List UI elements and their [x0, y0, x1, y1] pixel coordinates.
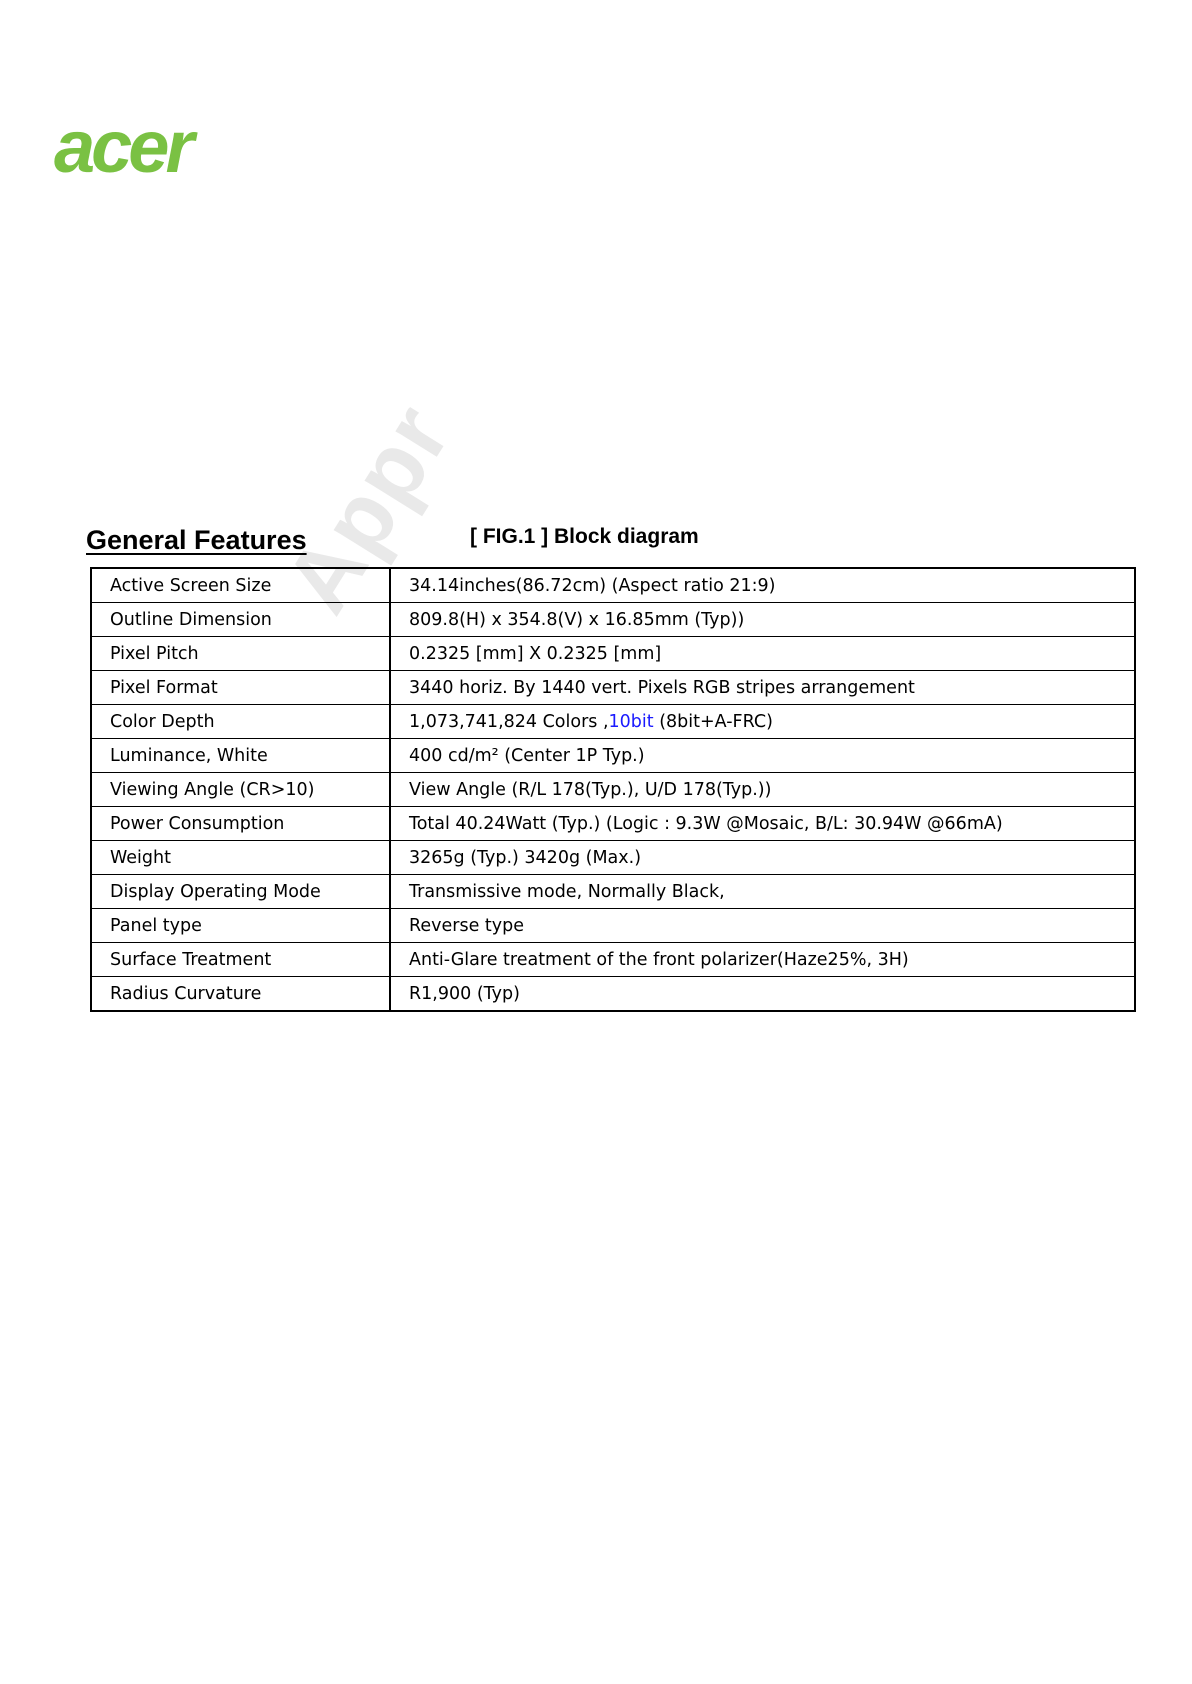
page-heading: General Features [86, 525, 307, 555]
table-row [91, 739, 1135, 773]
table-row [91, 705, 1135, 739]
table-row [91, 568, 1135, 603]
watermark: Appr [265, 386, 471, 630]
spec-value [390, 705, 1135, 739]
table-row [91, 875, 1135, 909]
spec-label: Viewing Angle (CR>10) [91, 773, 390, 807]
spec-label: Pixel Format [91, 671, 390, 705]
spec-value-text: (8bit+A-FRC) [653, 711, 773, 732]
spec-label: Display Operating Mode [91, 875, 390, 909]
spec-value: 3265g (Typ.) 3420g (Max.) [390, 841, 1135, 875]
spec-label: Pixel Pitch [91, 637, 390, 671]
spec-label: Color Depth [91, 705, 390, 739]
spec-value: R1,900 (Typ) [390, 977, 1135, 1012]
spec-value: Anti-Glare treatment of the front polarizer(Haze25%, 3H) [390, 943, 1135, 977]
spec-value: 3440 horiz. By 1440 vert. Pixels RGB stripes arrangement [390, 671, 1135, 705]
table-row [91, 603, 1135, 637]
spec-value: View Angle (R/L 178(Typ.), U/D 178(Typ.)) [390, 773, 1135, 807]
table-row [91, 773, 1135, 807]
spec-label: Active Screen Size [91, 568, 390, 603]
spec-value: Total 40.24Watt (Typ.) (Logic : 9.3W @Mosaic, B/L: 30.94W @66mA) [390, 807, 1135, 841]
table-row [91, 671, 1135, 705]
table-row [91, 841, 1135, 875]
acer-logo [54, 116, 244, 182]
spec-label: Luminance, White [91, 739, 390, 773]
table-row [91, 909, 1135, 943]
table-row [91, 807, 1135, 841]
table-row [91, 977, 1135, 1012]
spec-value: 34.14inches(86.72cm) (Aspect ratio 21:9) [390, 568, 1135, 603]
spec-table [90, 567, 1136, 1012]
table-row [91, 637, 1135, 671]
spec-value: 400 cd/m² (Center 1P Typ.) [390, 739, 1135, 773]
spec-value-highlight: 10bit [608, 711, 654, 732]
spec-label: Radius Curvature [91, 977, 390, 1012]
spec-value: 809.8(H) x 354.8(V) x 16.85mm (Typ)) [390, 603, 1135, 637]
spec-label: Power Consumption [91, 807, 390, 841]
spec-value: Transmissive mode, Normally Black, [390, 875, 1135, 909]
spec-value: 0.2325 [mm] X 0.2325 [mm] [390, 637, 1135, 671]
spec-value: Reverse type [390, 909, 1135, 943]
spec-value-text: 1,073,741,824 Colors , [409, 711, 609, 732]
spec-label: Outline Dimension [91, 603, 390, 637]
spec-label: Surface Treatment [91, 943, 390, 977]
figure-caption: [ FIG.1 ] Block diagram [470, 525, 699, 548]
logo-text: acer [54, 116, 191, 182]
spec-label: Weight [91, 841, 390, 875]
spec-label: Panel type [91, 909, 390, 943]
table-row [91, 943, 1135, 977]
